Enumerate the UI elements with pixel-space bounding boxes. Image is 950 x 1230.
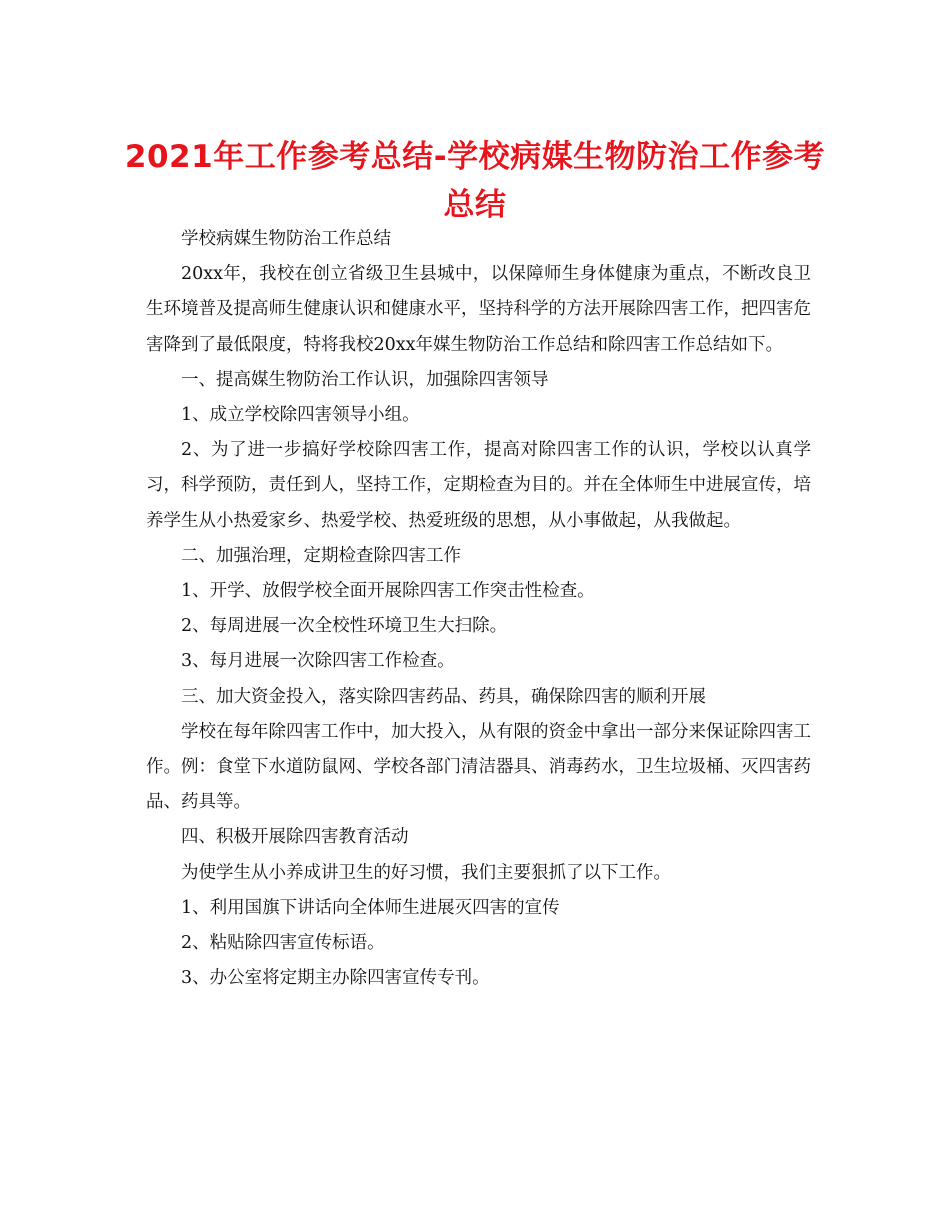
section-heading-1: 一、提高媒生物防治工作认识，加强除四害领导 bbox=[181, 369, 549, 390]
list-item: 1、开学、放假学校全面开展除四害工作突击性检查。 bbox=[181, 581, 595, 602]
section-heading-3: 三、加大资金投入，落实除四害药品、药具，确保除四害的顺利开展 bbox=[181, 686, 706, 707]
paragraph: 学校在每年除四害工作中，加大投入，从有限的资金中拿出一部分来保证除四害工作。例：食堂下水道防鼠网、学校各部门清洁器具、消毒药水，卫生垃圾桶、灭四害药品、药具等。 bbox=[146, 721, 811, 813]
section-heading-4: 四、积极开展除四害教育活动 bbox=[181, 827, 409, 848]
list-item: 1、成立学校除四害领导小组。 bbox=[181, 405, 420, 426]
document-title: 2021年工作参考总结-学校病媒生物防治工作参考总结 bbox=[124, 139, 826, 223]
paragraph-intro: 20xx年，我校在创立省级卫生县城中，以保障师生身体健康为重点，不断改良卫生环境普及提高师生健康认识和健康水平，坚持科学的方法开展除四害工作，把四害危害降到了最低限度，特将我校20xx年媒生物防治工作总结和除四害工作总结如下。 bbox=[146, 264, 811, 355]
section-heading-2: 二、加强治理，定期检查除四害工作 bbox=[181, 545, 461, 566]
list-item: 3、办公室将定期主办除四害宣传专刊。 bbox=[181, 968, 490, 989]
list-item: 2、为了进一步搞好学校除四害工作，提高对除四害工作的认识，学校以认真学习，科学预防，责任到人，坚持工作，定期检查为目的。并在全体师生中进展宣传，培养学生从小热爱家乡、热爱学校、热爱班级的思想，从小事做起，从我做起。 bbox=[146, 440, 811, 531]
paragraph-subtitle: 学校病媒生物防治工作总结 bbox=[181, 229, 391, 249]
list-item: 2、粘贴除四害宣传标语。 bbox=[181, 933, 385, 954]
list-item: 2、每周进展一次全校性环境卫生大扫除。 bbox=[181, 616, 508, 637]
list-item: 1、利用国旗下讲话向全体师生进展灭四害的宣传 bbox=[181, 897, 560, 918]
list-item: 3、每月进展一次除四害工作检查。 bbox=[181, 651, 455, 672]
paragraph: 为使学生从小养成讲卫生的好习惯，我们主要狠抓了以下工作。 bbox=[181, 862, 671, 883]
document-body bbox=[146, 222, 811, 996]
